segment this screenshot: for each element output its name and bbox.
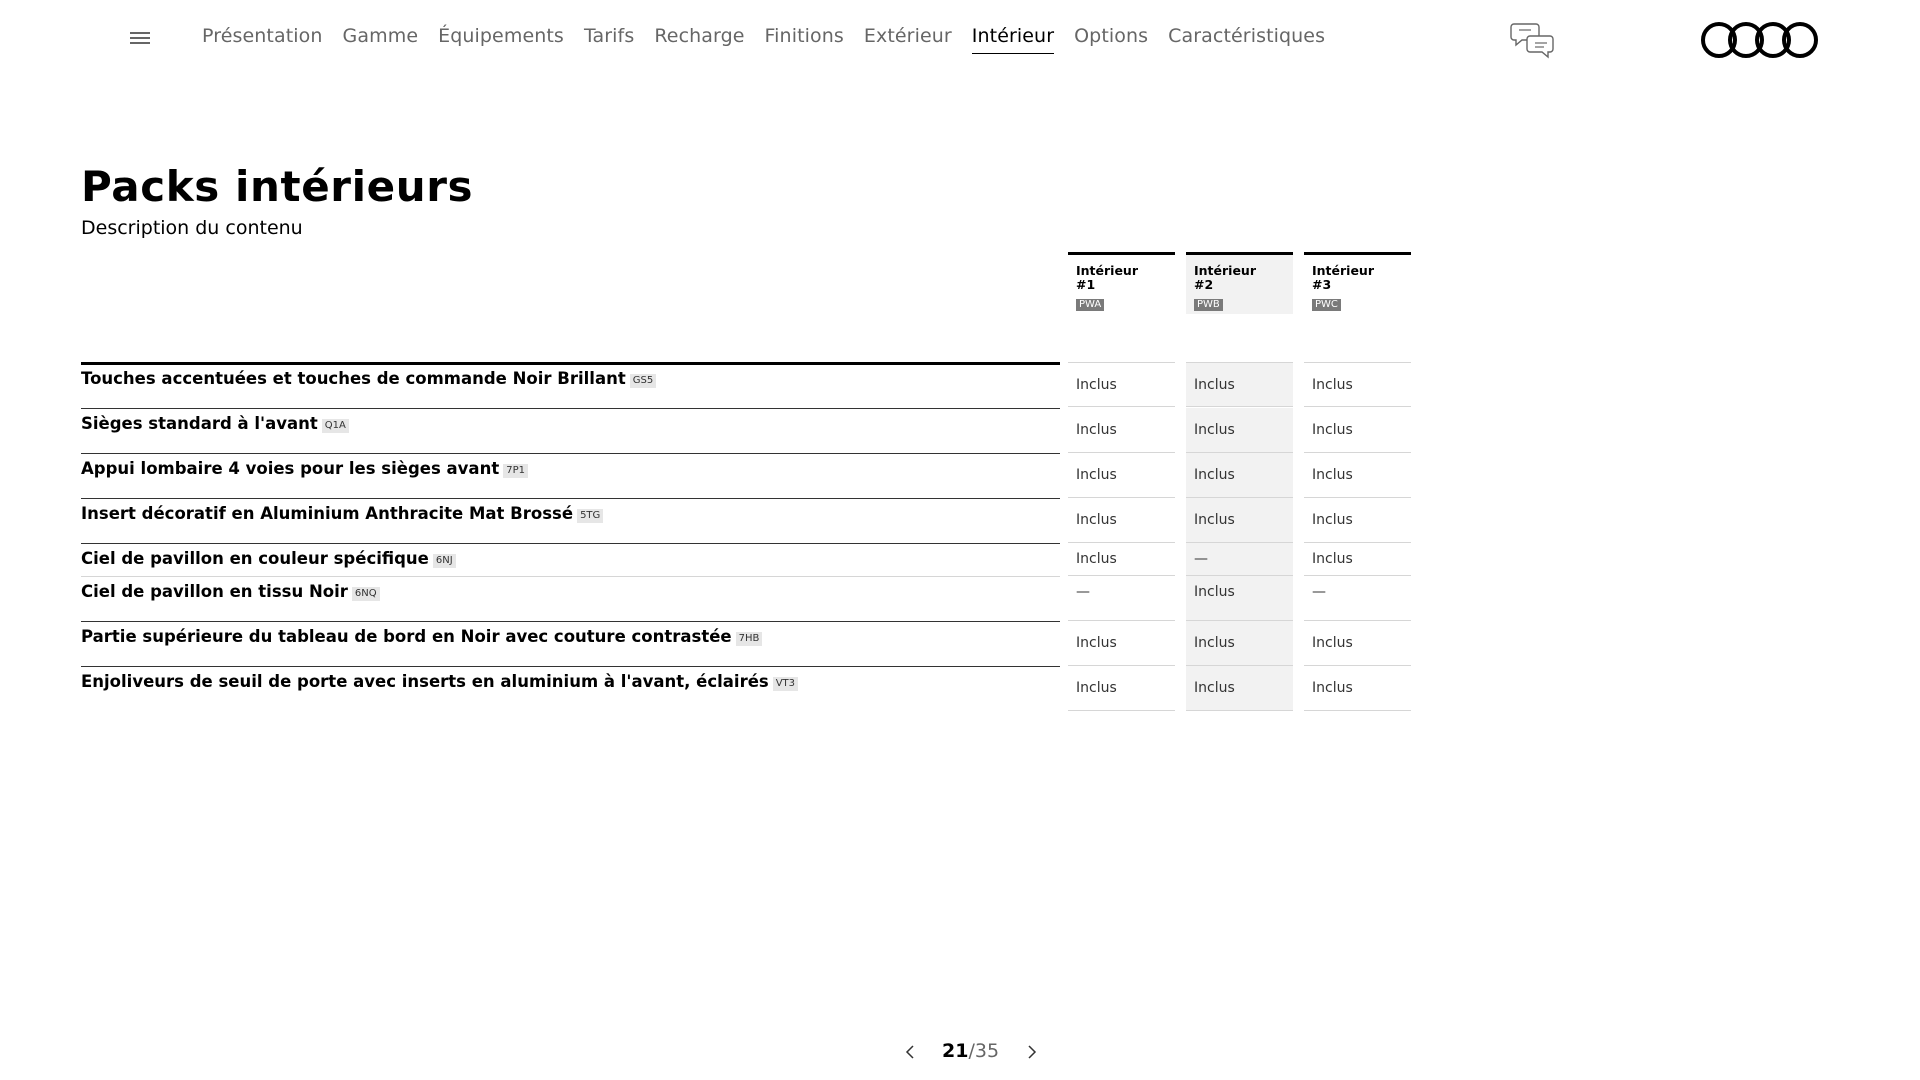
row-divider <box>81 621 1060 622</box>
pagination <box>0 1040 1920 1064</box>
table-cell: Inclus <box>1186 408 1293 453</box>
column-header-code: PWB <box>1194 299 1223 311</box>
table-row-label <box>81 627 762 646</box>
table-cell: Inclus <box>1186 362 1293 407</box>
row-label-text: Appui lombaire 4 voies pour les sièges avant <box>81 459 500 478</box>
option-code-tag: Q1A <box>322 419 349 433</box>
option-code-tag: 6NQ <box>352 587 380 601</box>
row-label-text: Ciel de pavillon en couleur spécifique <box>81 549 429 568</box>
column-header-label: Intérieur #3 <box>1312 263 1374 292</box>
row-label-text: Enjoliveurs de seuil de porte avec inserts en aluminium à l'avant, éclairés <box>81 672 769 691</box>
table-cell: Inclus <box>1186 453 1293 498</box>
row-label-text: Touches accentuées et touches de commande Noir Brillant <box>81 369 626 388</box>
table-cell: Inclus <box>1186 621 1293 666</box>
page-title: Packs intérieurs <box>81 162 474 211</box>
column-header-label: Intérieur #1 <box>1076 263 1138 292</box>
page-indicator <box>942 1040 999 1062</box>
table-cell: — <box>1068 576 1175 621</box>
row-divider <box>81 408 1060 409</box>
row-label-text: Sièges standard à l'avant <box>81 414 318 433</box>
table-row-label <box>81 504 603 523</box>
table-cell: Inclus <box>1068 453 1175 498</box>
contact-chat-icon[interactable] <box>1510 18 1558 62</box>
table-cell: Inclus <box>1186 576 1293 621</box>
audi-rings-logo[interactable] <box>1700 19 1820 61</box>
column-header-code: PWC <box>1312 299 1341 311</box>
table-row-label <box>81 414 349 433</box>
nav-item-finitions[interactable]: Finitions <box>764 25 844 47</box>
column-header-label: Intérieur #2 <box>1194 263 1256 292</box>
current-page: 21 <box>942 1040 969 1062</box>
row-label-text: Ciel de pavillon en tissu Noir <box>81 582 348 601</box>
row-label-text: Insert décoratif en Aluminium Anthracite Mat Brossé <box>81 504 574 523</box>
table-row-label <box>81 459 528 478</box>
table-cell: Inclus <box>1304 408 1411 453</box>
nav-menu <box>202 25 1345 54</box>
table-row-label <box>81 549 456 568</box>
table-cell: Inclus <box>1068 543 1175 576</box>
option-code-tag: 6NJ <box>433 554 456 568</box>
table-top-rule <box>81 362 1060 365</box>
nav-item-tarifs[interactable]: Tarifs <box>583 25 635 47</box>
page-subtitle: Description du contenu <box>81 217 303 239</box>
column-header-interieur-1 <box>1068 252 1175 314</box>
table-cell: Inclus <box>1304 453 1411 498</box>
row-divider <box>81 453 1060 454</box>
table-cell: — <box>1304 576 1411 621</box>
nav-item-options[interactable]: Options <box>1074 25 1149 47</box>
chevron-left-icon[interactable] <box>903 1044 917 1060</box>
column-header-code: PWA <box>1076 299 1104 311</box>
table-cell: Inclus <box>1304 666 1411 711</box>
row-divider-light <box>81 576 1060 577</box>
option-code-tag: 7HB <box>736 632 763 646</box>
nav-item-gamme[interactable]: Gamme <box>342 25 419 47</box>
row-divider <box>81 543 1060 544</box>
table-cell: Inclus <box>1304 543 1411 576</box>
table-row-label <box>81 582 380 601</box>
table-row-label <box>81 369 656 388</box>
option-code-tag: GS5 <box>630 374 656 388</box>
option-code-tag: 7P1 <box>503 464 528 478</box>
row-label-text: Partie supérieure du tableau de bord en Noir avec couture contrastée <box>81 627 732 646</box>
column-header-interieur-2 <box>1186 252 1293 314</box>
chevron-right-icon[interactable] <box>1025 1044 1039 1060</box>
hamburger-menu-icon[interactable] <box>130 32 152 46</box>
table-cell: Inclus <box>1186 666 1293 711</box>
table-cell: — <box>1186 543 1293 576</box>
option-code-tag: 5TG <box>577 509 603 523</box>
nav-item-presentation[interactable]: Présentation <box>202 25 323 47</box>
table-cell: Inclus <box>1068 621 1175 666</box>
table-cell: Inclus <box>1068 362 1175 407</box>
nav-item-caracteristiques[interactable]: Caractéristiques <box>1168 25 1326 47</box>
table-cell: Inclus <box>1068 408 1175 453</box>
table-cell: Inclus <box>1068 666 1175 711</box>
table-cell: Inclus <box>1186 498 1293 543</box>
option-code-tag: VT3 <box>773 677 798 691</box>
table-cell: Inclus <box>1304 362 1411 407</box>
top-navigation <box>0 0 1920 78</box>
table-cell: Inclus <box>1304 621 1411 666</box>
total-pages: /35 <box>968 1040 1000 1062</box>
row-divider <box>81 666 1060 667</box>
column-header-interieur-3 <box>1304 252 1411 314</box>
nav-item-interieur[interactable]: Intérieur <box>972 25 1054 54</box>
nav-item-equipements[interactable]: Équipements <box>438 25 564 47</box>
row-divider <box>81 498 1060 499</box>
table-cell: Inclus <box>1304 498 1411 543</box>
table-row-label <box>81 672 798 691</box>
nav-item-exterieur[interactable]: Extérieur <box>863 25 952 47</box>
table-cell: Inclus <box>1068 498 1175 543</box>
nav-item-recharge[interactable]: Recharge <box>654 25 745 47</box>
